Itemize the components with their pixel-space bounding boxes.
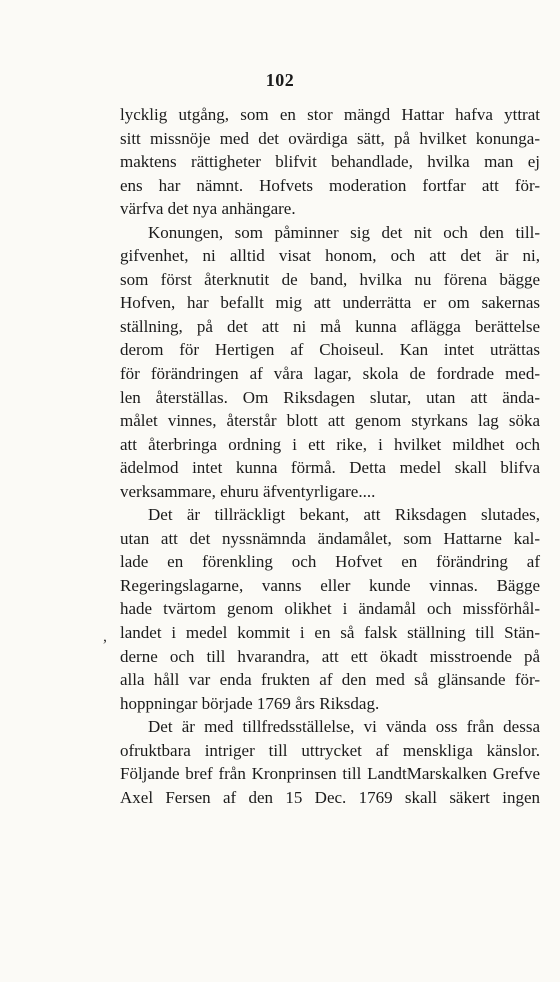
text-line: som först återknutit de band, hvilka nu förena bägge: [120, 269, 540, 289]
text-line: lade en förenkling och Hofvet en förändring af: [120, 552, 540, 572]
text-line: ofruktbara intriger till uttrycket af menskliga känslor.: [120, 740, 540, 760]
text-line: Det är med tillfredsställelse, vi vända oss från dessa: [148, 717, 540, 737]
text-line: lycklig utgång, som en stor mängd Hattar hafva yttrat: [120, 105, 540, 124]
text-line: hade tvärtom genom olikhet i ändamål och missförhål-: [120, 599, 540, 619]
text-line: ädelmod intet kunna förmå. Detta medel skall blifva: [120, 458, 540, 478]
text-line: Regeringslagarne, vanns eller kunde vinnas. Bägge: [120, 575, 540, 595]
text-line: för förändringen af våra lagar, skola de fordrade med-: [120, 364, 540, 384]
text-line: alla håll var enda frukten af den med så glänsande för-: [120, 670, 540, 690]
text-line: Axel Fersen af den 15 Dec. 1769 skall säkert ingen: [120, 787, 540, 807]
text-line: värfva det nya anhängare.: [120, 199, 296, 219]
body-text: [120, 103, 540, 809]
text-line: ställning, på det att ni må kunna aflägga berättelse: [120, 316, 540, 336]
text-line: landet i medel kommit i en så falsk ställning till Stän-: [120, 623, 540, 643]
text-line: Hofven, har befallt mig att underrätta er om sakernas: [120, 293, 540, 313]
margin-mark: ,: [103, 628, 107, 645]
text-line: sitt missnöje med det ovärdiga sätt, på hvilket konunga-: [120, 128, 540, 148]
text-line: derne och till hvarandra, att ett ökadt misstroende på: [120, 646, 540, 666]
text-line: att återbringa ordning i ett rike, i hvilket mildhet och: [120, 434, 540, 454]
text-line: Det är tillräckligt bekant, att Riksdagen slutades,: [148, 505, 540, 525]
text-line: ens har nämnt. Hofvets moderation fortfar att för-: [120, 175, 540, 195]
text-line: Konungen, som påminner sig det nit och den till-: [148, 222, 540, 242]
page-number: 102: [265, 70, 295, 90]
text-line: gifvenhet, ni alltid visat honom, och att det är ni,: [120, 246, 540, 266]
text-line: len återställas. Om Riksdagen slutar, utan att ända-: [120, 387, 540, 407]
text-line: maktens rättigheter blifvit behandlade, hvilka man ej: [120, 152, 540, 172]
text-line: Följande bref från Kronprinsen till LandtMarskalken Grefve: [120, 764, 540, 784]
text-line: verksammare, ehuru äfventyrligare....: [120, 481, 376, 501]
text-line: hoppningar började 1769 års Riksdag.: [120, 693, 380, 713]
text-line: utan att det nyssnämnda ändamålet, som Hattarne kal-: [120, 528, 540, 548]
text-line: målet vinnes, återstår blott att genom styrkans lag söka: [120, 411, 540, 431]
text-line: derom för Hertigen af Choiseul. Kan intet uträttas: [120, 340, 540, 360]
